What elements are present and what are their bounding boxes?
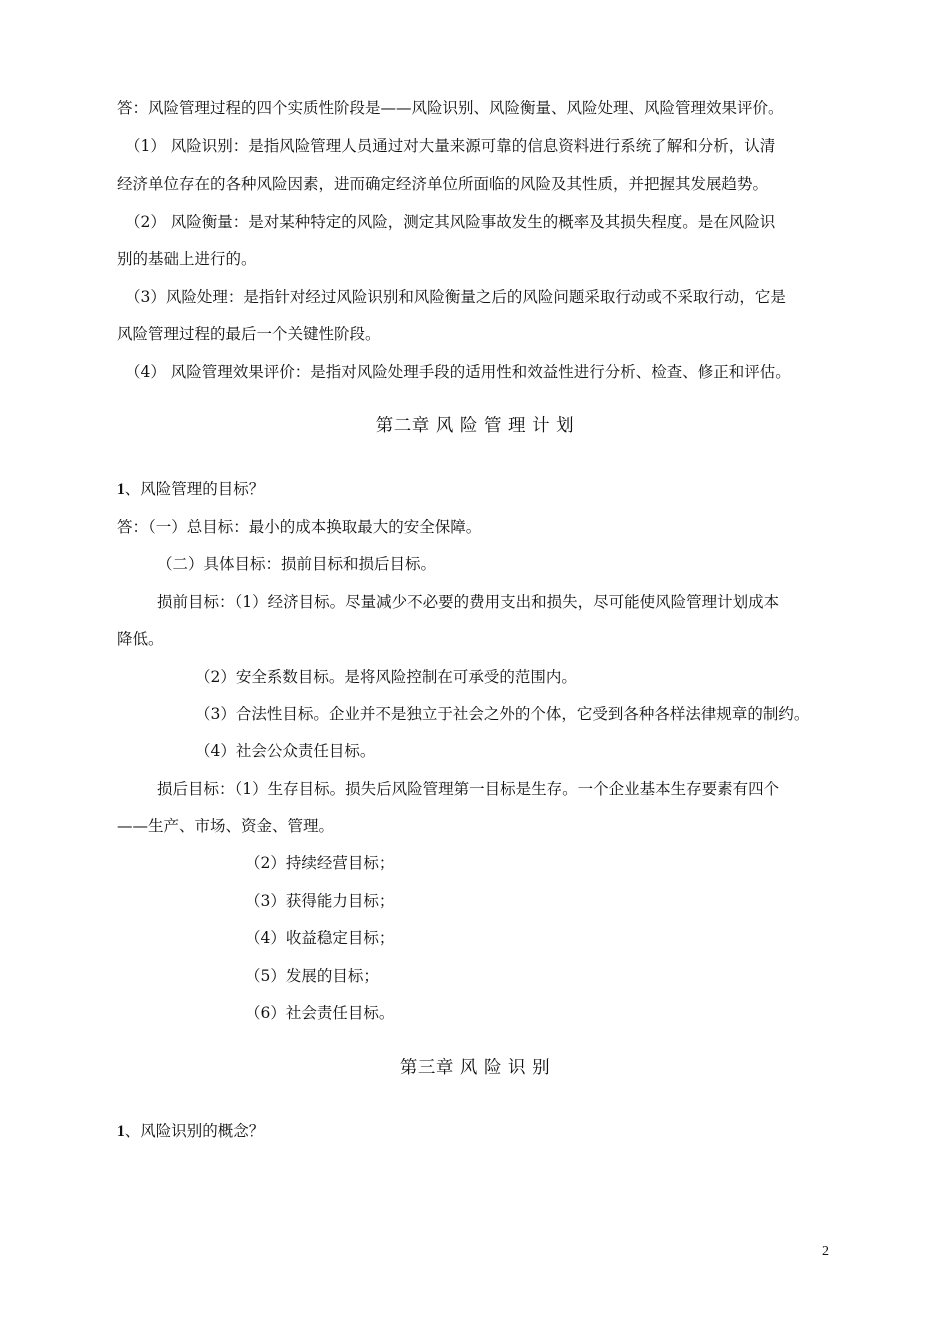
page-number: 2 — [822, 1244, 829, 1259]
item-risk-measurement-cont: 别的基础上进行的。 — [117, 250, 257, 268]
question-number: 1 — [117, 481, 125, 498]
chapter-2-heading: 第二章 风 险 管 理 计 划 — [375, 416, 575, 436]
question-number: 1 — [117, 1123, 125, 1140]
item-risk-treatment-cont: 风险管理过程的最后一个关键性阶段。 — [117, 325, 381, 343]
pre-loss-goal-3: （3）合法性目标。企业并不是独立于社会之外的个体，它受到各种各样法律规章的制约。 — [195, 705, 810, 723]
pre-loss-goal-2: （2）安全系数目标。是将风险控制在可承受的范围内。 — [195, 668, 577, 686]
pre-loss-goal-4: （4）社会公众责任目标。 — [195, 742, 376, 760]
question-text: 、风险识别的概念？ — [124, 1122, 265, 1140]
post-loss-goal-3: （3）获得能力目标； — [245, 892, 395, 910]
pre-loss-goal-1-cont: 降低。 — [117, 630, 164, 648]
question-heading — [117, 479, 264, 500]
post-loss-goal-1-cont: ——生产、市场、资金、管理。 — [117, 817, 335, 835]
answer-intro: 答：风险管理过程的四个实质性阶段是——风险识别、风险衡量、风险处理、风险管理效果评价。 — [117, 99, 784, 117]
pre-loss-goal-1: 损前目标：（1）经济目标。尽量减少不必要的费用支出和损失，尽可能使风险管理计划成本 — [157, 593, 780, 611]
post-loss-goal-5: （5）发展的目标； — [245, 967, 379, 985]
question-text: 、风险管理的目标？ — [124, 480, 265, 498]
item-risk-identification-cont: 经济单位存在的各种风险因素，进而确定经济单位所面临的风险及其性质，并把握其发展趋势。 — [117, 175, 769, 193]
item-risk-identification: （1） 风险识别：是指风险管理人员通过对大量来源可靠的信息资料进行系统了解和分析，认清 — [125, 137, 776, 155]
answer-overall-goal: 答：（一）总目标：最小的成本换取最大的安全保障。 — [117, 518, 482, 536]
chapter-3-heading: 第三章 风 险 识 别 — [399, 1058, 551, 1078]
post-loss-goal-1: 损后目标：（1）生存目标。损失后风险管理第一目标是生存。一个企业基本生存要素有四个 — [157, 780, 780, 798]
question-heading-ch3 — [117, 1121, 264, 1142]
item-risk-measurement: （2） 风险衡量：是对某种特定的风险，测定其风险事故发生的概率及其损失程度。是在风险识 — [125, 213, 776, 231]
item-risk-treatment: （3）风险处理：是指针对经过风险识别和风险衡量之后的风险问题采取行动或不采取行动，它是 — [125, 288, 786, 306]
post-loss-goal-2: （2）持续经营目标； — [245, 854, 395, 872]
post-loss-goal-4: （4）收益稳定目标； — [245, 929, 395, 947]
post-loss-goal-6: （6）社会责任目标。 — [245, 1004, 395, 1022]
specific-goals: （二）具体目标：损前目标和损后目标。 — [157, 555, 437, 573]
item-effect-evaluation: （4） 风险管理效果评价：是指对风险处理手段的适用性和效益性进行分析、检查、修正和评估。 — [125, 363, 791, 381]
